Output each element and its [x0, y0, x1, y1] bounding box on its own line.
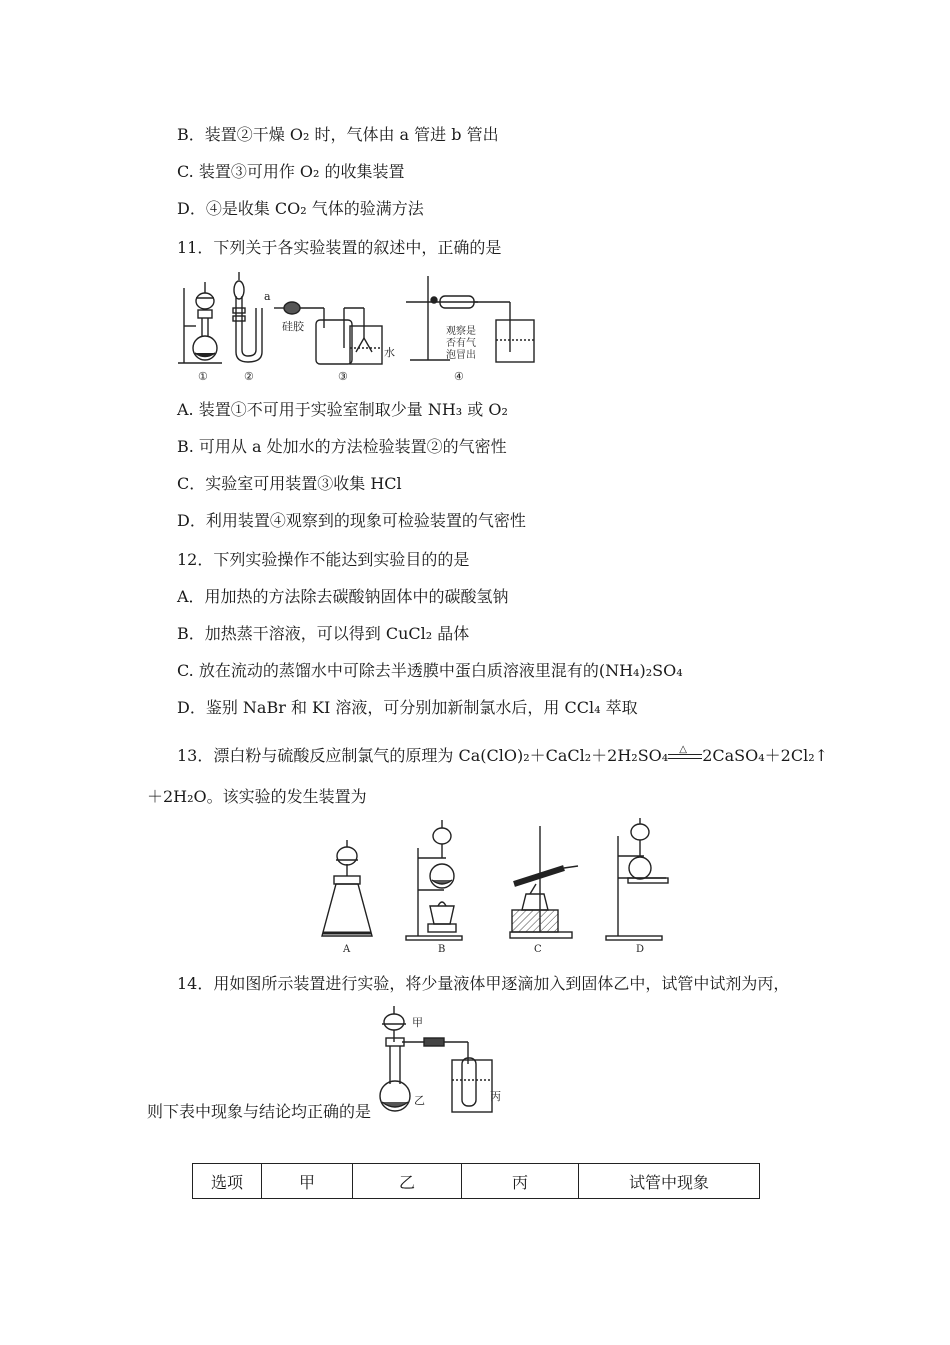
table-header-row — [193, 1164, 760, 1199]
q13-heat-sign: △ — [679, 743, 687, 755]
q11-option-c: C．实验室可用装置③收集 HCl — [177, 474, 402, 493]
q14-bing-label: 丙 — [490, 1090, 501, 1103]
table-header-jia: 甲 — [262, 1164, 353, 1199]
q11-label-4: ④ — [454, 370, 464, 383]
q13-stem-continued: ＋2H₂O。该实验的发生装置为 — [147, 787, 367, 806]
q11-label-2: ② — [244, 370, 254, 383]
q13-stem-part-1: 13．漂白粉与硫酸反应制氯气的原理为 Ca(ClO)₂＋CaCl₂＋2H₂SO₄ — [177, 746, 669, 765]
q10-option-b: B．装置②干燥 O₂ 时，气体由 a 管进 b 管出 — [177, 125, 499, 144]
q11-label-3: ③ — [338, 370, 348, 383]
q14-yi-label: 乙 — [414, 1094, 425, 1107]
q11-observe-line-3: 泡冒出 — [446, 350, 476, 361]
q12-option-b: B．加热蒸干溶液，可以得到 CuCl₂ 晶体 — [177, 624, 470, 643]
q11-observe-line-1: 观察是 — [446, 326, 476, 337]
q11-option-a: A. 装置①不可用于实验室制取少量 NH₃ 或 O₂ — [177, 400, 508, 419]
q11-label-1: ① — [198, 370, 208, 383]
table-header-phenomenon: 试管中现象 — [579, 1164, 760, 1199]
q11-observe-line-2: 否有气 — [446, 338, 476, 349]
q14-apparatus-figure — [372, 1000, 512, 1120]
q13-stem — [177, 743, 829, 766]
q11-silica-gel-label: 硅胶 — [282, 320, 304, 333]
table-header-bing: 丙 — [462, 1164, 579, 1199]
q14-table — [192, 1163, 760, 1199]
q11-option-d: D．利用装置④观察到的现象可检验装置的气密性 — [177, 511, 526, 530]
q11-apparatus-figure — [178, 268, 558, 388]
q14-stem: 14．用如图所示装置进行实验，将少量液体甲逐滴加入到固体乙中，试管中试剂为丙， — [177, 974, 790, 993]
q12-option-d: D．鉴别 NaBr 和 KI 溶液，可分别加新制氯水后，用 CCl₄ 萃取 — [177, 698, 638, 717]
q12-stem: 12．下列实验操作不能达到实验目的的是 — [177, 550, 470, 569]
q11-stem: 11．下列关于各实验装置的叙述中，正确的是 — [177, 238, 502, 257]
q10-option-c: C. 装置③可用作 O₂ 的收集装置 — [177, 162, 405, 181]
table-header-option: 选项 — [193, 1164, 262, 1199]
table-header-yi: 乙 — [353, 1164, 462, 1199]
q13-label-a: A — [343, 944, 351, 955]
q11-water-label: 水 — [384, 346, 395, 359]
q13-label-b: B — [438, 944, 446, 955]
q13-label-c: C — [534, 944, 542, 955]
q13-stem-part-2: 2CaSO₄＋2Cl₂↑ — [702, 746, 829, 765]
q14-stem-continued: 则下表中现象与结论均正确的是 — [147, 1102, 372, 1121]
q14-jia-label: 甲 — [412, 1016, 423, 1029]
q11-option-b: B. 可用从 a 处加水的方法检验装置②的气密性 — [177, 437, 507, 456]
q13-label-d: D — [636, 944, 645, 955]
q12-option-c: C. 放在流动的蒸馏水中可除去半透膜中蛋白质溶液里混有的(NH₄)₂SO₄ — [177, 661, 683, 680]
q12-option-a: A．用加热的方法除去碳酸钠固体中的碳酸氢钠 — [177, 587, 509, 606]
q10-option-d: D．④是收集 CO₂ 气体的验满方法 — [177, 199, 424, 218]
q13-apparatus-figure — [318, 814, 688, 956]
q11-a-mark: a — [264, 290, 271, 303]
q13-heat-equals — [668, 743, 702, 764]
